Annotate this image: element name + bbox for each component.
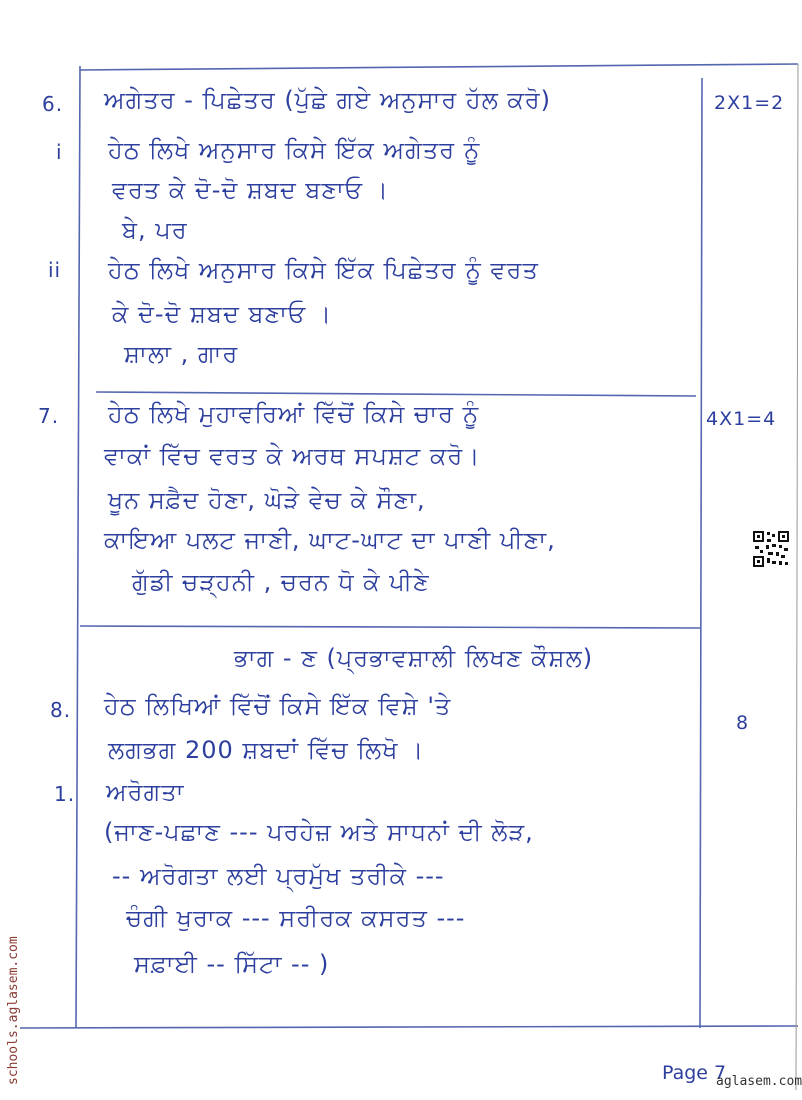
- q7-line5: ਗੁੱਡੀ ਚੜ੍ਹਨੀ , ਚਰਨ ਧੋ ਕੇ ਪੀਣੇ: [132, 568, 430, 596]
- right-edge-line: [796, 64, 798, 1090]
- q8-hint2: -- ਅਰੋਗਤਾ ਲਈ ਪ੍ਰਮੁੱਖ ਤਰੀਕੇ ---: [112, 862, 445, 890]
- watermark-corner: aglasem.com: [716, 1074, 802, 1089]
- divider-q7-part: [80, 626, 700, 628]
- q8-hint4: ਸਫ਼ਾਈ -- ਸਿੱਟਾ -- ): [134, 950, 330, 978]
- q6-i-line1: ਹੇਠ ਲਿਖੇ ਅਨੁਸਾਰ ਕਿਸੇ ਇੱਕ ਅਗੇਤਰ ਨੂੰ: [108, 136, 481, 164]
- q6-i-label: i: [56, 140, 63, 164]
- left-margin-line: [76, 66, 80, 1028]
- q6-marks: 2X1=2: [714, 92, 785, 114]
- q6-heading: ਅਗੇਤਰ - ਪਿਛੇਤਰ (ਪੁੱਛੇ ਗਏ ਅਨੁਸਾਰ ਹੱਲ ਕਰੋ): [104, 86, 552, 114]
- q6-ii-line1: ਹੇਠ ਲਿਖੇ ਅਨੁਸਾਰ ਕਿਸੇ ਇੱਕ ਪਿਛੇਤਰ ਨੂੰ ਵਰਤ: [108, 256, 539, 284]
- part-heading: ਭਾਗ - ਣ (ਪ੍ਰਭਾਵਸ਼ਾਲੀ ਲਿਖਣ ਕੌਸ਼ਲ): [234, 644, 594, 672]
- q8-hint3: ਚੰਗੀ ਖੁਰਾਕ --- ਸਰੀਰਕ ਕਸਰਤ ---: [126, 904, 466, 932]
- bottom-border-line: [20, 1026, 798, 1028]
- q8-hint1: (ਜਾਣ-ਪਛਾਣ --- ਪਰਹੇਜ਼ ਅਤੇ ਸਾਧਨਾਂ ਦੀ ਲੋੜ,: [104, 818, 534, 846]
- q6-i-words: ਬੇ, ਪਰ: [122, 216, 188, 244]
- qr-code: [752, 530, 790, 568]
- right-margin-line: [700, 78, 702, 1028]
- q8-topic: ਅਰੋਗਤਾ: [106, 778, 185, 806]
- q8-line2: ਲਗਭਗ 200 ਸ਼ਬਦਾਂ ਵਿੱਚ ਲਿਖੋ ।: [108, 736, 425, 764]
- q8-number: 8.: [50, 698, 72, 722]
- q7-line1: ਹੇਠ ਲਿਖੇ ਮੁਹਾਵਰਿਆਂ ਵਿੱਚੋਂ ਕਿਸੇ ਚਾਰ ਨੂੰ: [108, 400, 480, 428]
- q7-marks: 4X1=4: [706, 408, 777, 430]
- watermark-side: schools.aglasem.com: [6, 936, 21, 1085]
- q8-sub-number: 1.: [54, 782, 76, 806]
- q6-number: 6.: [42, 92, 64, 116]
- q8-line1: ਹੇਠ ਲਿਖਿਆਂ ਵਿੱਚੋਂ ਕਿਸੇ ਇੱਕ ਵਿਸ਼ੇ 'ਤੇ: [104, 692, 452, 720]
- q6-ii-label: ii: [48, 258, 62, 282]
- q6-ii-words: ਸ਼ਾਲਾ , ਗਾਰ: [124, 340, 239, 368]
- top-border-line: [80, 64, 798, 70]
- q6-i-line2: ਵਰਤ ਕੇ ਦੋ-ਦੋ ਸ਼ਬਦ ਬਣਾਓ ।: [112, 176, 389, 204]
- page-number: Page 7: [662, 1062, 727, 1084]
- q7-line4: ਕਾਇਆ ਪਲਟ ਜਾਣੀ, ਘਾਟ-ਘਾਟ ਦਾ ਪਾਣੀ ਪੀਣਾ,: [104, 526, 556, 554]
- q6-ii-line2: ਕੇ ਦੋ-ਦੋ ਸ਼ਬਦ ਬਣਾਓ ।: [112, 300, 332, 328]
- q7-number: 7.: [38, 404, 60, 428]
- q7-line3: ਖੂਨ ਸਫ਼ੈਦ ਹੋਣਾ, ਘੋੜੇ ਵੇਚ ਕੇ ਸੌਣਾ,: [108, 486, 426, 514]
- divider-q6-q7: [96, 392, 696, 396]
- q7-line2: ਵਾਕਾਂ ਵਿੱਚ ਵਰਤ ਕੇ ਅਰਥ ਸਪਸ਼ਟ ਕਰੋ।: [104, 442, 481, 470]
- q8-marks: 8: [736, 712, 750, 734]
